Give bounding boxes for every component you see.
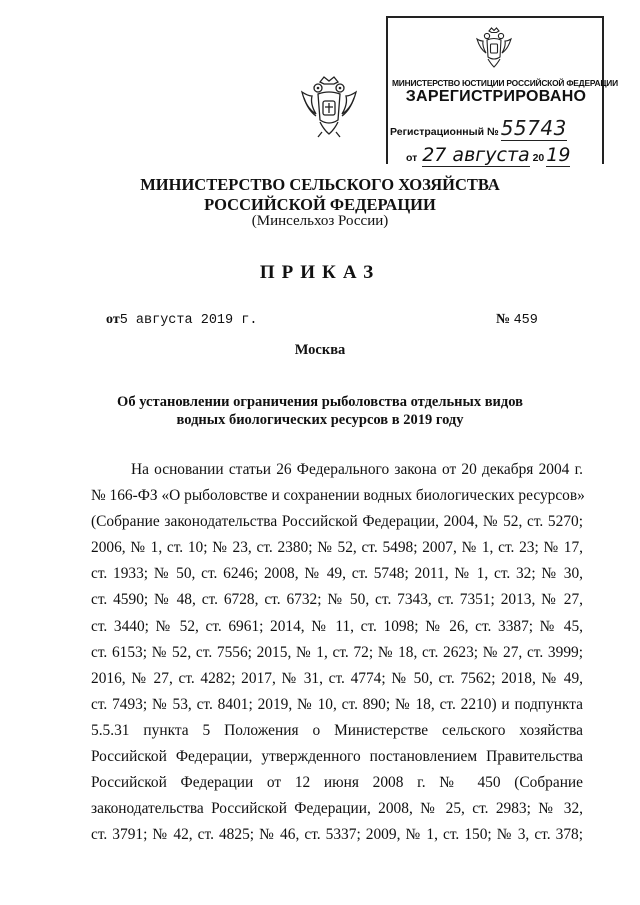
stamp-date-handwritten: 27 августа <box>422 144 530 166</box>
order-title: ПРИКАЗ <box>259 262 381 283</box>
order-date-value: 5 августа 2019 г. <box>119 313 258 328</box>
stamp-year-handwritten: 19 <box>546 144 571 166</box>
state-emblem-icon <box>298 74 360 140</box>
body-line: (Собрание законодательства Российской Федерации, 2004, № 52, ст. 5270; <box>91 513 583 531</box>
body-paragraph <box>91 457 583 848</box>
body-line: Российской Федерации от 12 июня 2008 г. № 450 (Собрание <box>91 774 583 792</box>
stamp-registration-line <box>390 116 600 141</box>
body-line: ст. 3440; № 52, ст. 6961; 2014, № 11, ст. 1098; № 26, ст. 3387; № 45, <box>91 617 583 635</box>
ministry-title-line: МИНИСТЕРСТВО СЕЛЬСКОГО ХОЗЯЙСТВА <box>140 175 500 194</box>
document-title <box>96 393 544 429</box>
body-line: законодательства Российской Федерации, 2008, № 25, ст. 2983; № 32, <box>91 800 583 818</box>
body-line: Российской Федерации, утвержденного постановлением Правительства <box>91 748 583 766</box>
stamp-registered-label: ЗАРЕГИСТРИРОВАНО <box>405 88 587 105</box>
document-title-line: Об установлении ограничения рыболовства отдельных видов <box>117 394 523 410</box>
stamp-emblem-icon <box>474 26 514 70</box>
ministry-title-line: РОССИЙСКОЙ ФЕДЕРАЦИИ <box>204 195 436 214</box>
stamp-date-line <box>406 144 600 167</box>
order-date-label: от <box>106 312 120 327</box>
ministry-title <box>100 175 540 215</box>
stamp-border <box>386 16 604 18</box>
order-number <box>496 312 538 328</box>
order-date <box>106 312 257 328</box>
body-line: № 166-ФЗ «О рыболовстве и сохранении водных биологических ресурсов» <box>91 487 585 505</box>
body-line: На основании статьи 26 Федерального закона от 20 декабря 2004 г. <box>131 461 583 478</box>
order-number-label: № <box>496 312 511 327</box>
body-line: ст. 4590; № 48, ст. 6728, ст. 6732; № 50, ст. 7343, ст. 7351; 2013, № 27, <box>91 591 583 609</box>
body-line: 2016, № 27, ст. 4282; 2017, № 31, ст. 4774; № 50, ст. 7562; 2018, № 49, <box>91 669 583 687</box>
order-number-value: 459 <box>513 313 538 328</box>
stamp-border <box>602 16 604 164</box>
city: Москва <box>294 342 346 358</box>
registration-stamp <box>386 16 618 166</box>
ministry-short-name: (Минсельхоз России) <box>251 213 389 229</box>
body-line: ст. 6153; № 52, ст. 7556; 2015, № 1, ст. 72; № 18, ст. 2623; № 27, ст. 3999; <box>91 643 583 661</box>
body-line: ст. 3791; № 42, ст. 4825; № 46, ст. 5337; 2009, № 1, ст. 150; № 3, ст. 378; <box>91 826 583 844</box>
stamp-reg-number: 55743 <box>500 116 567 140</box>
body-line: 5.5.31 пункта 5 Положения о Министерстве сельского хозяйства <box>91 721 583 739</box>
stamp-ministry-name: МИНИСТЕРСТВО ЮСТИЦИИ РОССИЙСКОЙ ФЕДЕРАЦИИ <box>392 78 618 88</box>
document-title-line: водных биологических ресурсов в 2019 году <box>176 412 464 428</box>
stamp-year-prefix: 20 <box>532 152 545 164</box>
stamp-border <box>386 16 388 164</box>
body-line: ст. 1933; № 50, ст. 6246; 2008, № 49, ст. 5748; 2011, № 1, ст. 32; № 30, <box>91 565 583 583</box>
stamp-date-prefix: от <box>406 152 418 164</box>
body-line: ст. 7493; № 53, ст. 8401; 2019, № 10, ст. 890; № 18, ст. 2210) и подпункта <box>91 695 583 713</box>
body-line: 2006, № 1, ст. 10; № 23, ст. 2380; № 52, ст. 5498; 2007, № 1, ст. 23; № 17, <box>91 539 583 557</box>
stamp-reg-label: Регистрационный № <box>390 126 499 138</box>
